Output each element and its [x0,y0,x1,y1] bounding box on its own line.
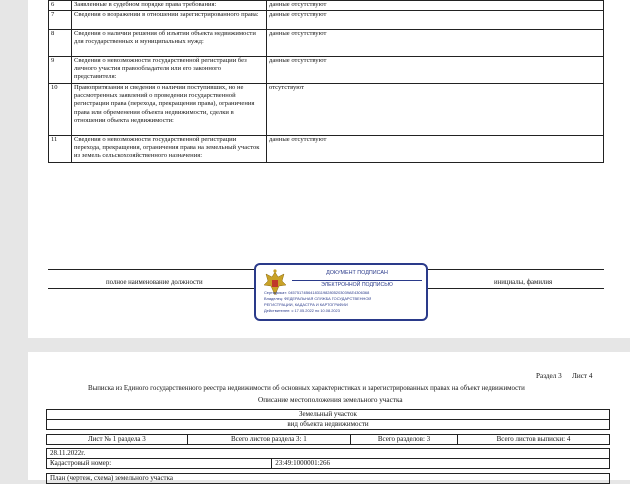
plan-label: План (чертеж, схема) земельного участка [47,474,610,484]
table-row [49,30,604,57]
document-page [28,352,630,480]
row-value: данные отсутствуют [267,57,604,84]
object-type-caption: вид объекта недвижимости [47,420,610,430]
object-type: Земельный участок [47,410,610,420]
row-label: Сведения о возражении в отношении зарегистрированного права: [72,11,267,30]
row-value: данные отсутствуют [267,136,604,163]
electronic-signature-stamp [254,263,428,321]
stamp-owner: Владелец: ФЕДЕРАЛЬНАЯ СЛУЖБА ГОСУДАРСТВЕННОЙ [264,297,372,301]
table-row [49,136,604,163]
row-number: 10 [49,84,72,136]
position-caption: полное наименование должности [106,279,203,286]
name-caption: инициалы, фамилия [494,279,553,286]
table-row [49,11,604,30]
extract-date: 28.11.2022г. [47,449,610,459]
page-subheading: Описание местоположения земельного участка [258,396,403,404]
stamp-certificate: Сертификат: 04575174B6418311982805203039AE4306368 [264,291,370,295]
cadastral-number: 23:49:1000001:266 [272,459,610,469]
object-type-table [46,409,610,430]
sheet-number: Лист № 1 раздела 3 [47,435,188,445]
section-label: Раздел 3 [536,372,562,380]
page-heading: Выписка из Единого государственного реестра недвижимости об основных характеристиках и зарегистрированных правах на объект недвижимости [88,385,525,392]
document-page [28,0,630,338]
row-number: 11 [49,136,72,163]
row-number: 6 [49,1,72,11]
sections-total: Всего разделов: 3 [351,435,458,445]
registry-table [48,0,604,163]
stamp-validity: Действителен: с 17.05.2022 по 10.08.2023 [264,309,340,313]
plan-table [46,473,610,484]
row-label: Сведения о невозможности государственной регистрации без личного участия правообладателя или его законного представителя: [72,57,267,84]
row-number: 7 [49,11,72,30]
sheet-label: Лист 4 [572,372,593,380]
row-value: данные отсутствуют [267,30,604,57]
table-row [49,1,604,11]
table-row [49,57,604,84]
row-value: данные отсутствуют [267,11,604,30]
sheets-in-section: Всего листов раздела 3: 1 [187,435,350,445]
row-value: данные отсутствуют [267,1,604,11]
sheets-total: Всего листов выписки: 4 [457,435,609,445]
row-value: отсутствуют [267,84,604,136]
row-label: Сведения о наличии решения об изъятии объекта недвижимости для государственных и муниципальных нужд: [72,30,267,57]
sheet-info-table [46,434,610,445]
stamp-subtitle: ЭЛЕКТРОННОЙ ПОДПИСЬЮ [292,280,422,288]
row-label: Заявленные в судебном порядке права требования: [72,1,267,11]
row-number: 9 [49,57,72,84]
row-number: 8 [49,30,72,57]
row-label: Правопритязания и сведения о наличии поступивших, но не рассмотренных заявлений о проведении государственной регистрации права (перехода, прекращения права), ограничения права или обременения объекта недвижимости, сделки в отношении объекта недвижимости: [72,84,267,136]
cadastral-table [46,448,610,469]
stamp-title: ДОКУМЕНТ ПОДПИСАН [326,270,388,276]
row-label: Сведения о невозможности государственной регистрации перехода, прекращения, ограничения права на земельный участок из земель сельскохозяйственного назначения: [72,136,267,163]
stamp-owner-cont: РЕГИСТРАЦИИ, КАДАСТРА И КАРТОГРАФИИ [264,303,348,307]
table-row [49,84,604,136]
cadastral-label: Кадастровый номер: [47,459,272,469]
